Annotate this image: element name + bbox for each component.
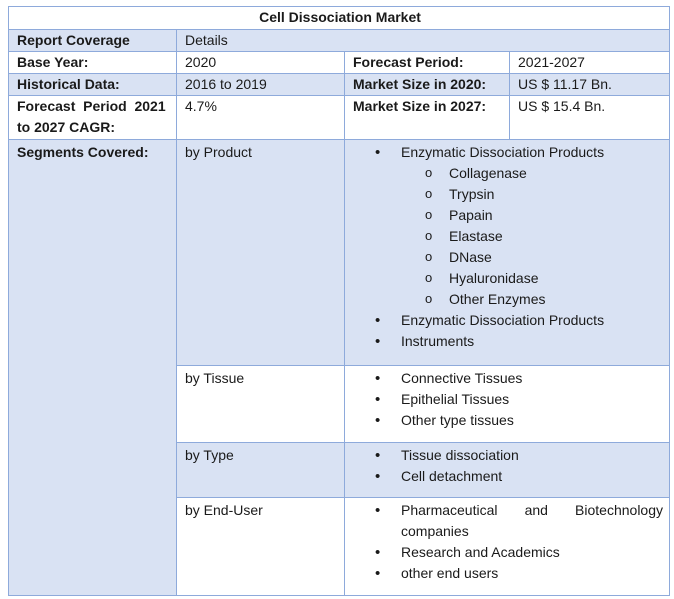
segment-by-type-label: by Type (177, 443, 345, 498)
list-item: • Instruments (353, 331, 663, 352)
cagr-label-line2: to 2027 CAGR: (17, 119, 116, 135)
word: • Pharmaceutical (401, 502, 498, 518)
segment-by-tissue-list (345, 366, 670, 443)
base-year-value: 2020 (177, 52, 345, 74)
list-item: • other end users (353, 563, 663, 584)
table-title: Cell Dissociation Market (9, 7, 670, 30)
historical-data-value: 2016 to 2019 (177, 74, 345, 96)
sub-list-item: o Elastase (353, 226, 663, 247)
forecast-period-value: 2021-2027 (510, 52, 670, 74)
list-item: • Research and Academics (353, 542, 663, 563)
segment-by-type-list (345, 443, 670, 498)
segment-by-tissue-label: by Tissue (177, 366, 345, 443)
base-year-label: Base Year: (9, 52, 177, 74)
list-item (353, 500, 663, 542)
sub-list-item: o Collagenase (353, 163, 663, 184)
list-item: • Epithelial Tissues (353, 389, 663, 410)
historical-data-label: Historical Data: (9, 74, 177, 96)
market-report-table (8, 6, 670, 596)
market-size-2027-value: US $ 15.4 Bn. (510, 96, 670, 140)
segment-by-product-list (345, 140, 670, 366)
cagr-value: 4.7% (177, 96, 345, 140)
sub-list-item: o Other Enzymes (353, 289, 663, 310)
word: and (524, 502, 548, 518)
segment-by-end-user-list (345, 498, 670, 596)
list-item: • Cell detachment (353, 466, 663, 487)
list-item: • Tissue dissociation (353, 445, 663, 466)
cagr-label (9, 96, 177, 140)
report-coverage-header: Report Coverage (9, 30, 177, 52)
segment-by-end-user-label: by End-User (177, 498, 345, 596)
segments-covered-label: Segments Covered: (9, 140, 177, 596)
segment-by-product-label: by Product (177, 140, 345, 366)
forecast-period-label: Forecast Period: (345, 52, 510, 74)
market-size-2020-label: Market Size in 2020: (345, 74, 510, 96)
sub-list-item: o DNase (353, 247, 663, 268)
list-item: • Enzymatic Dissociation Products (353, 142, 663, 163)
details-header: Details (177, 30, 670, 52)
sub-list-item: o Trypsin (353, 184, 663, 205)
sub-list-item: o Papain (353, 205, 663, 226)
word: Biotechnology (575, 502, 663, 518)
continuation-line: companies (401, 523, 469, 539)
list-item: • Enzymatic Dissociation Products (353, 310, 663, 331)
list-item: • Other type tissues (353, 410, 663, 431)
market-size-2020-value: US $ 11.17 Bn. (510, 74, 670, 96)
cagr-label-line1: Forecast Period 2021 (17, 98, 166, 114)
market-size-2027-label: Market Size in 2027: (345, 96, 510, 140)
sub-list-item: o Hyaluronidase (353, 268, 663, 289)
list-item: • Connective Tissues (353, 368, 663, 389)
justified-line (401, 500, 663, 521)
